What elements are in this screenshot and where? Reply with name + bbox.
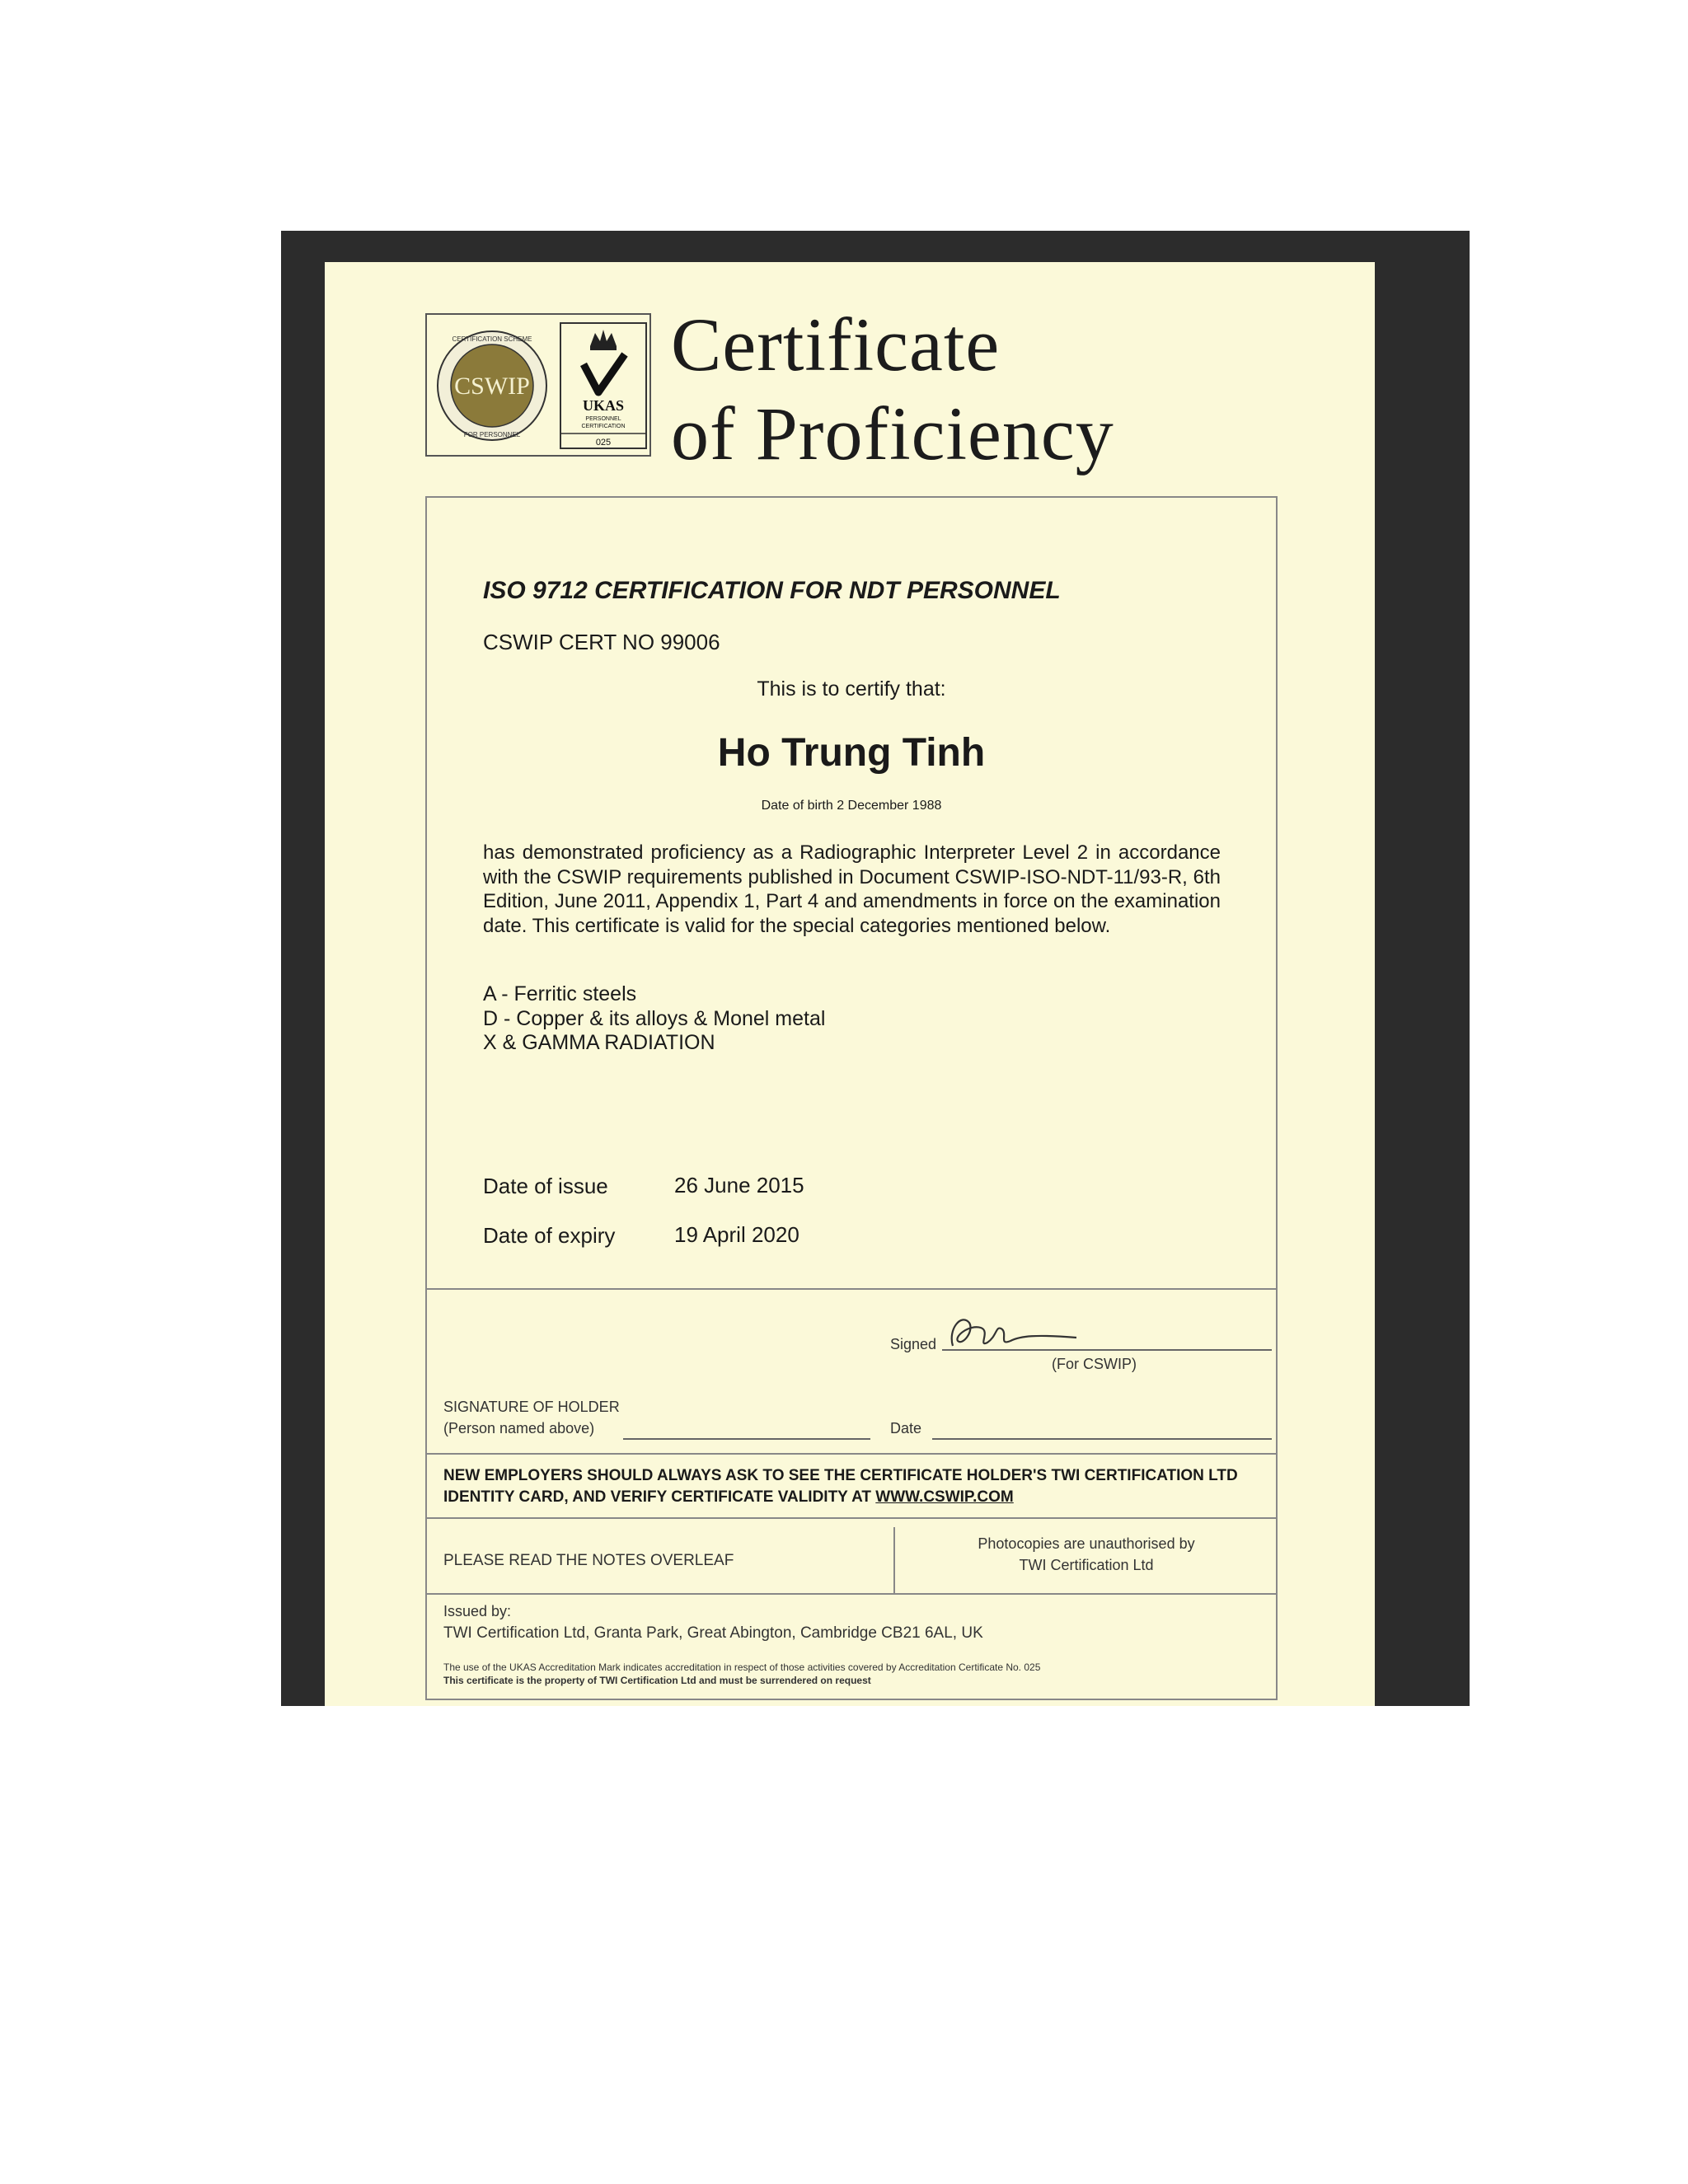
certify-intro: This is to certify that:: [757, 677, 946, 701]
title-line-2: of Proficiency: [671, 391, 1114, 476]
holder-name: Ho Trung Tinh: [717, 731, 986, 775]
ukas-text: UKAS: [582, 397, 625, 414]
issued-by-address: TWI Certification Ltd, Granta Park, Great Abington, Cambridge CB21 6AL, UK: [443, 1624, 983, 1642]
signature-section: [425, 1288, 1278, 1700]
cert-number: CSWIP CERT NO 99006: [483, 630, 720, 654]
certificate-main-panel: [425, 496, 1278, 1290]
ukas-accreditation-note: The use of the UKAS Accreditation Mark indicates accreditation in respect of those activities covered by Accreditation Certificate No. 025: [443, 1661, 1041, 1673]
legal-notice: [443, 1661, 1040, 1687]
category-item: A - Ferritic steels: [483, 982, 637, 1005]
cswip-seal-logo: [432, 320, 552, 452]
cswip-ring-top: CERTIFICATION SCHEME: [452, 335, 532, 343]
employer-notice-text: NEW EMPLOYERS SHOULD ALWAYS ASK TO SEE THE CERTIFICATE HOLDER'S TWI CERTIFICATION LTD IDENTITY CARD, AND VERIFY CERTIFICATE VALIDITY AT: [443, 1467, 1238, 1506]
employer-notice: [443, 1465, 1268, 1508]
photocopies-line-2: TWI Certification Ltd: [1019, 1557, 1154, 1573]
issued-by-label: Issued by:: [443, 1603, 512, 1619]
cswip-signature: [945, 1305, 1085, 1362]
category-list: [483, 982, 825, 1056]
ukas-sub-1: PERSONNEL: [585, 416, 621, 422]
cswip-ring-bottom: FOR PERSONNEL: [463, 431, 521, 438]
proficiency-statement: has demonstrated proficiency as a Radiographic Interpreter Level 2 in accordance with the CSWIP requirements published in Document CSWIP-ISO-NDT-11/93-R, 6th Edition, June 2011, Appendix 1, Part 4 and amendments in force on the examination date. This certificate is valid for the special categories mentioned below.: [483, 841, 1221, 937]
logo-box: [425, 313, 651, 457]
date-label: Date: [890, 1420, 922, 1436]
title-line-1: Certificate: [671, 302, 1001, 387]
holder-signature-line: [623, 1438, 870, 1440]
cswip-url-link[interactable]: WWW.CSWIP.COM: [875, 1488, 1014, 1506]
issue-date-value: 26 June 2015: [674, 1173, 804, 1197]
property-note: This certificate is the property of TWI Certification Ltd and must be surrendered on request: [443, 1675, 871, 1686]
expiry-date-label: Date of expiry: [483, 1223, 616, 1248]
category-item: D - Copper & its alloys & Monel metal: [483, 1006, 826, 1030]
date-of-birth: Date of birth 2 December 1988: [761, 799, 942, 813]
cswip-seal-text: CSWIP: [454, 373, 530, 400]
certificate-title: [671, 300, 1114, 478]
photocopies-line-1: Photocopies are unauthorised by: [978, 1535, 1195, 1552]
holder-signature-sublabel: (Person named above): [443, 1420, 595, 1436]
ukas-mark-logo: [559, 321, 648, 450]
date-line: [932, 1438, 1272, 1440]
signed-line: [942, 1349, 1272, 1351]
iso-heading: ISO 9712 CERTIFICATION FOR NDT PERSONNEL: [483, 577, 1061, 604]
ukas-number: 025: [595, 438, 612, 448]
for-cswip-label: (For CSWIP): [1052, 1356, 1137, 1372]
signed-label: Signed: [890, 1336, 937, 1352]
category-item: X & GAMMA RADIATION: [483, 1031, 715, 1054]
certificate-sheet: [325, 262, 1375, 1706]
expiry-date-value: 19 April 2020: [674, 1222, 799, 1247]
read-notes-text: PLEASE READ THE NOTES OVERLEAF: [443, 1552, 734, 1569]
ukas-sub-2: CERTIFICATION: [581, 424, 626, 429]
issue-date-label: Date of issue: [483, 1174, 608, 1198]
holder-signature-label: SIGNATURE OF HOLDER: [443, 1399, 620, 1415]
